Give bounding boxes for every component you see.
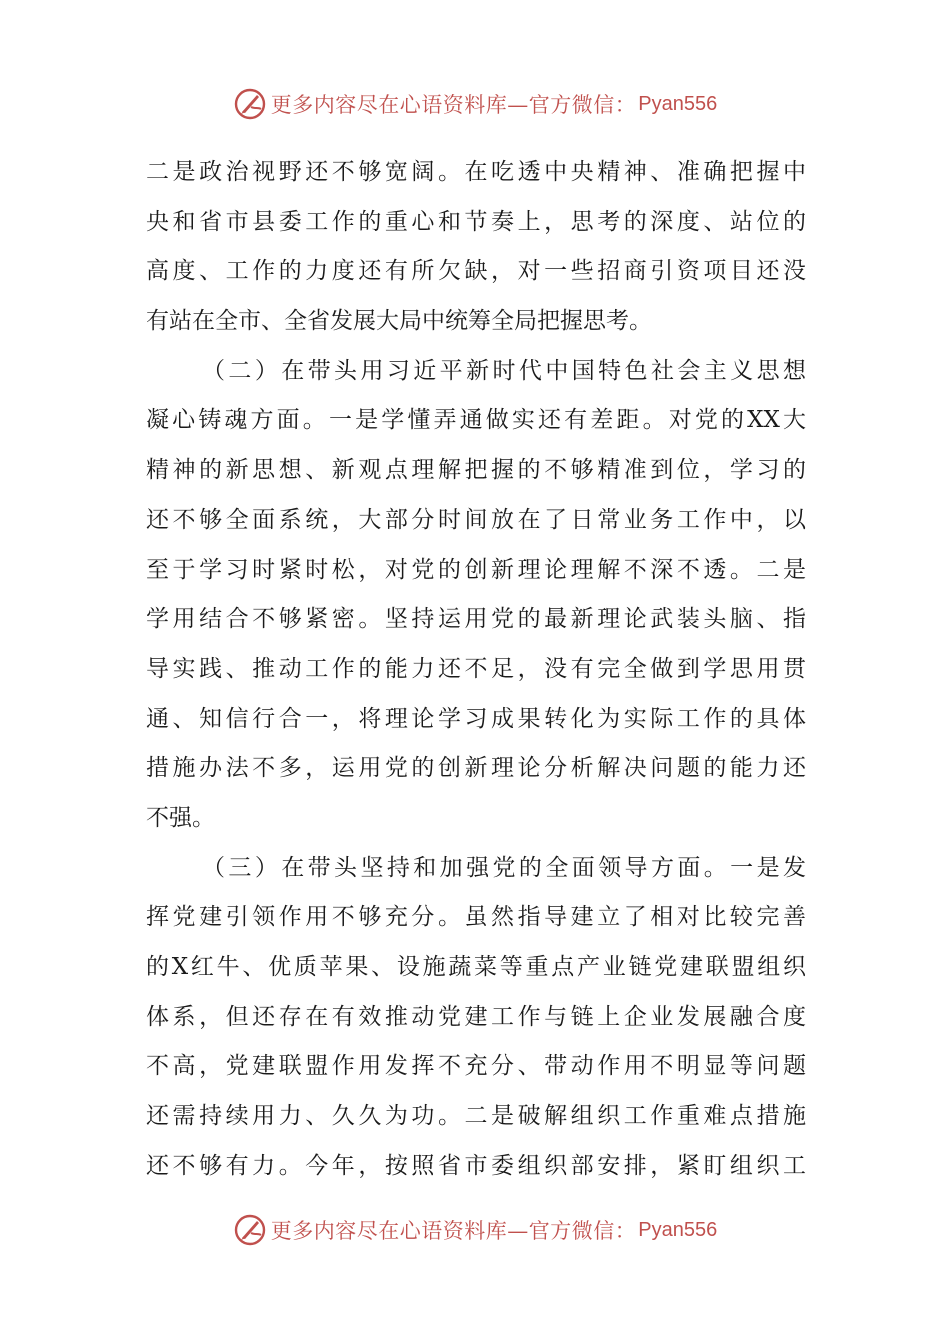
text-line: 至于学习时紧时松，对党的创新理论理解不深不透。二是: [146, 556, 806, 583]
text-line: 还不够有力。今年，按照省市委组织部安排，紧盯组织工: [146, 1152, 806, 1179]
quill-logo-icon: [233, 1213, 267, 1247]
quill-logo-icon: [233, 87, 267, 121]
footer-wechat-id: Pyan556: [638, 1218, 718, 1241]
text-line: 导实践、推动工作的能力还不足，没有完全做到学思用贯: [146, 655, 806, 682]
text-line: 通、知信行合一，将理论学习成果转化为实际工作的具体: [146, 705, 806, 732]
text-line: （三）在带头坚持和加强党的全面领导方面。一是发: [202, 854, 806, 881]
text-line: 不高，党建联盟作用发挥不充分、带动作用不明显等问题: [146, 1053, 806, 1080]
text-line: 高度、工作的力度还有所欠缺，对一些招商引资项目还没: [146, 258, 806, 285]
text-line: 还需持续用力、久久为功。二是破解组织工作重难点措施: [146, 1103, 806, 1130]
footer-banner: [0, 1208, 950, 1252]
text-line: 措施办法不多，运用党的创新理论分析解决问题的能力还: [146, 755, 806, 782]
text-line: 学用结合不够紧密。坚持运用党的最新理论武装头脑、指: [146, 606, 806, 633]
text-line: 有站在全市、全省发展大局中统筹全局把握思考。: [146, 308, 652, 335]
header-wechat-id: Pyan556: [638, 92, 718, 115]
text-line: 凝心铸魂方面。一是学懂弄通做实还有差距。对党的XX大: [146, 407, 806, 434]
header-banner: [0, 82, 950, 126]
text-line: 还不够全面系统，大部分时间放在了日常业务工作中，以: [146, 506, 806, 533]
text-line: 不强。: [146, 804, 215, 831]
header-banner-text: 更多内容尽在心语资料库—官方微信：: [270, 93, 637, 117]
text-line: 的X红牛、优质苹果、设施蔬菜等重点产业链党建联盟组织: [146, 954, 806, 980]
footer-banner-text: 更多内容尽在心语资料库—官方微信：: [270, 1219, 637, 1243]
text-line: 央和省市县委工作的重心和节奏上，思考的深度、站位的: [146, 208, 806, 235]
text-line: 挥党建引领作用不够充分。虽然指导建立了相对比较完善: [146, 904, 806, 931]
text-line: 精神的新思想、新观点理解把握的不够精准到位，学习的: [146, 457, 806, 484]
document-body: [146, 148, 806, 1191]
text-line: 体系，但还存在有效推动党建工作与链上企业发展融合度: [146, 1003, 806, 1030]
text-line: 二是政治视野还不够宽阔。在吃透中央精神、准确把握中: [146, 159, 806, 185]
text-line: （二）在带头用习近平新时代中国特色社会主义思想: [202, 357, 806, 384]
